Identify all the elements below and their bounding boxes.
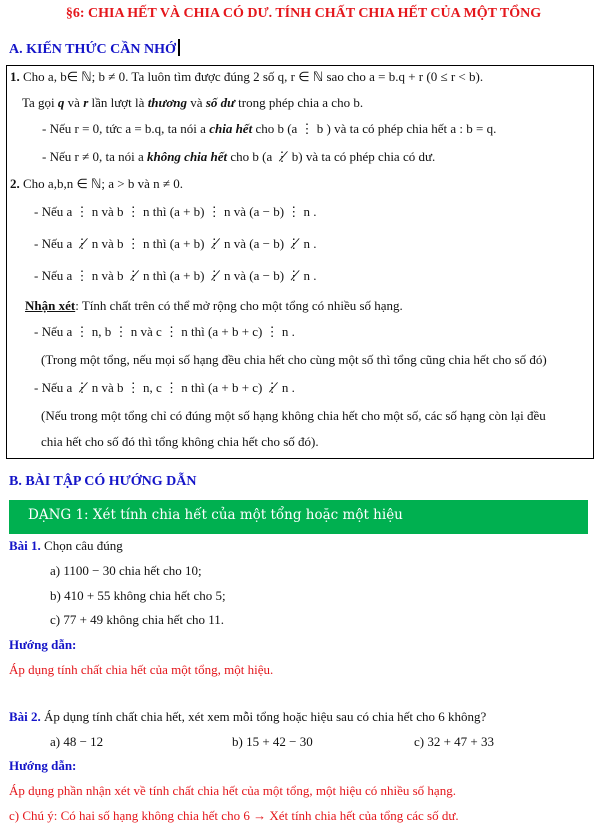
exercise2-option: c) 32 + 47 + 33 — [414, 734, 495, 749]
text: lần lượt là — [88, 95, 148, 110]
q-term: q — [57, 95, 65, 110]
dang1-label: DẠNG 1: Xét tính chia hết của một tổng hoặc một hiệu — [28, 507, 403, 523]
part1-line1 — [10, 69, 483, 85]
section-a-heading[interactable] — [9, 39, 180, 58]
part2-rule: - Nếu a ⋮ n và b ⋮̸ n thì (a + b) ⋮̸ n và (a − b) ⋮̸ n . — [34, 268, 317, 283]
remark-line: - Nếu a ⋮̸ n và b ⋮ n, c ⋮ n thì (a + b + c) ⋮̸ n . — [34, 380, 295, 395]
remark-line: - Nếu a ⋮ n, b ⋮ n và c ⋮ n thì (a + b + c) ⋮ n . — [34, 324, 295, 339]
exercise1-option: a) 1100 − 30 chia hết cho 10; — [50, 563, 202, 578]
exercise2-option: b) 15 + 42 − 30 — [232, 734, 313, 749]
exercise1-option: c) 77 + 49 không chia hết cho 11. — [50, 612, 225, 627]
exercise1-heading — [9, 538, 123, 554]
text: Ta gọi — [22, 95, 58, 110]
remark-label: Nhận xét — [25, 298, 76, 313]
exercise2-guide: c) Chú ý: Có hai số hạng không chia hết cho 6 → Xét tính chia hết của tổng các số dư. — [9, 808, 459, 823]
chia-het-term: chia hết — [209, 121, 253, 136]
remark-line: (Trong một tổng, nếu mọi số hạng đều chia hết cho cùng một số thì tổng cũng chia hết cho số đó) — [41, 352, 547, 367]
section-b-heading: B. BÀI TẬP CÓ HƯỚNG DẪN — [9, 474, 197, 489]
section-a-heading-text: A. KIẾN THỨC CẦN NHỚ — [9, 42, 176, 57]
text: - Nếu r = 0, tức a = b.q, ta nói a — [42, 121, 210, 136]
text: và — [64, 95, 84, 110]
text: cho b (a ⋮ b ) và ta có phép chia hết a : b = q. — [252, 121, 497, 136]
part1-line2 — [22, 95, 363, 111]
text-cursor — [178, 39, 180, 56]
part2-line1 — [10, 176, 183, 192]
part1-statement: Cho a, b∈ ℕ; b ≠ 0. Ta luôn tìm được đúng 2 số q, r ∈ ℕ sao cho a = b.q + r (0 ≤ r < b). — [23, 69, 484, 84]
part1-line3 — [42, 121, 496, 137]
khong-chia-het-term: không chia hết — [146, 149, 228, 164]
part2-statement: Cho a,b,n ∈ ℕ; a > b và n ≠ 0. — [23, 176, 184, 191]
exercise2-heading — [9, 709, 486, 725]
exercise1-prompt: Chọn câu đúng — [40, 538, 123, 553]
part2-number: 2. — [10, 176, 20, 191]
part1-number: 1. — [10, 69, 20, 84]
part2-rule: - Nếu a ⋮ n và b ⋮ n thì (a + b) ⋮ n và (a − b) ⋮ n . — [34, 204, 317, 219]
exercise1-guide: Áp dụng tính chất chia hết của một tổng, một hiệu. — [9, 662, 274, 677]
text: trong phép chia a cho b. — [234, 95, 364, 110]
document-title: §6: CHIA HẾT VÀ CHIA CÓ DƯ. TÍNH CHẤT CHIA HẾT CỦA MỘT TỔNG — [65, 6, 542, 21]
text: và — [187, 95, 206, 110]
exercise1-option: b) 410 + 55 không chia hết cho 5; — [50, 588, 226, 603]
remark-text: : Tính chất trên có thể mở rộng cho một tổng có nhiều số hạng. — [75, 298, 403, 313]
exercise2-option: a) 48 − 12 — [50, 734, 104, 749]
part2-rule: - Nếu a ⋮̸ n và b ⋮ n thì (a + b) ⋮̸ n và (a − b) ⋮̸ n . — [34, 236, 317, 251]
dang1-band — [9, 500, 588, 534]
text: - Nếu r ≠ 0, ta nói a — [42, 149, 147, 164]
exercise2-label: Bài 2. — [9, 709, 41, 724]
exercise1-label: Bài 1. — [9, 538, 41, 553]
remark-line: (Nếu trong một tổng chỉ có đúng một số hạng không chia hết cho một số, các số hạng còn lại đều — [41, 408, 546, 423]
exercise2-guide: Áp dụng phần nhận xét về tính chất chia hết của một tổng, một hiệu có nhiều số hạng. — [9, 783, 456, 798]
thuong-term: thương — [147, 95, 188, 110]
text: cho b (a ⋮̸ b) và ta có phép chia có dư. — [227, 149, 436, 164]
part1-line4 — [42, 149, 435, 165]
remark-line: chia hết cho số đó thì tổng không chia hết cho số đó). — [41, 434, 319, 449]
sodu-term: số dư — [205, 95, 235, 110]
remark-heading — [25, 298, 403, 314]
exercise2-guide-label: Hướng dẫn: — [9, 758, 77, 773]
exercise2-prompt: Áp dụng tính chất chia hết, xét xem mỗi tổng hoặc hiệu sau có chia hết cho 6 không? — [40, 709, 487, 724]
r-term: r — [83, 95, 89, 110]
exercise1-guide-label: Hướng dẫn: — [9, 637, 77, 652]
